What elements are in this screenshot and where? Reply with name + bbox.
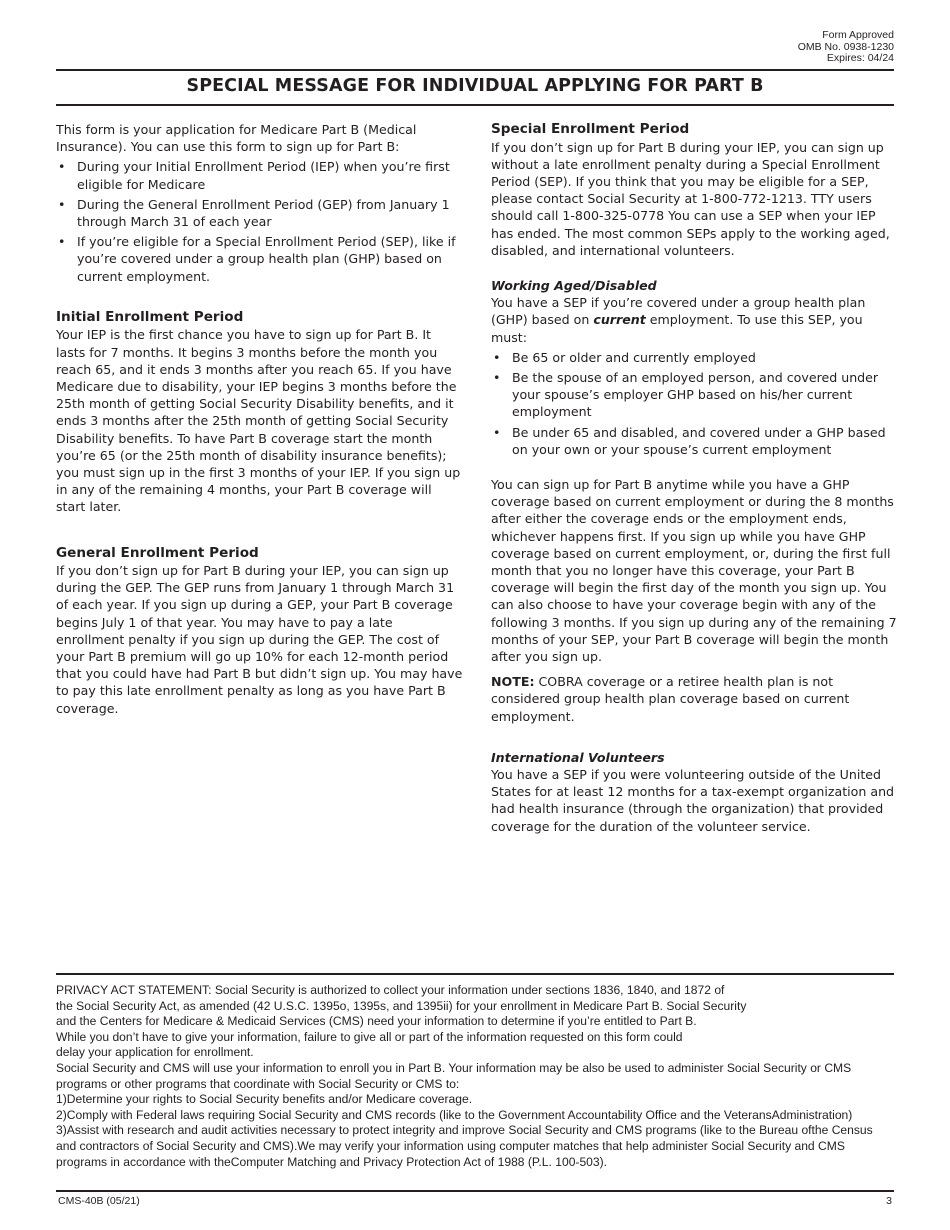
gep-heading: General Enrollment Period: [56, 544, 259, 561]
working-aged-heading: Working Aged/Disabled: [491, 277, 657, 293]
left-column: [56, 121, 464, 717]
list-item: [491, 349, 897, 366]
signup-paragraph: You can sign up for Part B anytime while you have a GHP coverage based on current employment or during the 8 months after either the coverage ends or the employment ends, whichever happens first. If you sign up while you have GHP coverage based on current employment, or, during the first full month that you no longer have this coverage, your Part B coverage will begin the first day of the month you sign up. You can also choose to have your coverage begin with any of the following 3 months. If you sign up during any of the remaining 7 months of your SEP, your Part B coverage will begin the month after you sign up.: [491, 476, 897, 664]
list-item-text: During the General Enrollment Period (GEP) from January 1 through March 31 of each year: [77, 196, 450, 230]
iep-paragraph: Your IEP is the first chance you have to sign up for Part B. It lasts for 7 months. It begins 3 months before the month you reach 65, and it ends 3 months after you reach 65. If you have Medicare due to disability, your IEP begins 3 months before the 25th month of getting Social Security Disability benefits, and it ends 3 months after the 25th month of getting Social Security Disability benefits. To have Part B coverage start the month you’re 65 (or the 25th month of disability insurance benefits); you must sign up in the first 3 months of your IEP. If you sign up in any of the remaining 4 months, your Part B coverage will start later.: [56, 327, 461, 515]
note-label: NOTE:: [491, 674, 535, 690]
bullet-icon: •: [58, 234, 66, 250]
list-item: [56, 196, 464, 230]
international-volunteers-paragraph: You have a SEP if you were volunteering outside of the United States for at least 12 months for a tax-exempt organization and had health insurance (through the organization) that provided coverage for the duration of the volunteer service.: [491, 767, 895, 834]
bullet-icon: •: [493, 424, 501, 440]
form-id: CMS-40B (05/21): [58, 1195, 140, 1207]
title-bottom-rule: [56, 104, 894, 106]
bullet-icon: •: [493, 349, 501, 365]
privacy-item-2: 2)Comply with Federal laws requiring Social Security and CMS records (like to the Government Accountability Office and the VeteransAdministration): [56, 1107, 853, 1122]
privacy-item-3: 3)Assist with research and audit activities necessary to protect integrity and improve Social Security and CMS programs (like to the Bureau ofthe Census and contractors of Social Security and CMS).We may verify your information using computer matches that help administer Social Security and CMS programs in accordance with theComputer Matching and Privacy Protection Act of 1988 (P.L. 100-503).: [56, 1123, 873, 1169]
intro-paragraph: This form is your application for Medicare Part B (Medical Insurance). You can use this form to sign up for Part B:: [56, 122, 417, 155]
title-top-rule: [56, 69, 894, 71]
omb-block: [798, 30, 894, 65]
privacy-line: the Social Security Act, as amended (42 U.S.C. 1395o, 1395s, and 1395ii) for your enrollment in Medicare Part B. Social Security: [56, 998, 747, 1013]
sep-paragraph: If you don’t sign up for Part B during your IEP, you can sign up without a late enrollment penalty during a Special Enrollment Period (SEP). If you think that you may be eligible for a SEP, please contact Social Security at 1-800-772-1213. TTY users should call 1-800-325-0778 You can use a SEP when your IEP has ended. The most common SEPs apply to the working aged, disabled, and international volunteers.: [491, 139, 890, 258]
list-item: [491, 424, 897, 458]
working-aged-paragraph: You have a SEP if you’re covered under a group health plan (GHP) based on current employment. To use this SEP, you must:: [491, 295, 866, 345]
omb-number: OMB No. 0938-1230: [797, 40, 894, 53]
sep-heading: Special Enrollment Period: [491, 121, 690, 137]
right-column: [491, 121, 897, 835]
iep-heading: Initial Enrollment Period: [56, 308, 244, 325]
bullet-icon: •: [58, 159, 66, 175]
international-volunteers-heading: International Volunteers: [491, 749, 665, 765]
bullet-icon: •: [58, 196, 66, 212]
gep-paragraph: If you don’t sign up for Part B during your IEP, you can sign up during the GEP. The GEP runs from January 1 through March 31 of each year. If you sign up during a GEP, your Part B coverage begins July 1 of that year. You may have to pay a late enrollment penalty if you sign up during the GEP. The cost of your Part B premium will go up 10% for each 12-month period that you could have had Part B but didn’t sign up. You may have to pay this late enrollment penalty as long as you have Part B coverage.: [56, 563, 463, 716]
privacy-line: PRIVACY ACT STATEMENT: Social Security is authorized to collect your information under sections 1836, 1840, and 1872 of: [56, 983, 725, 997]
list-item-text: During your Initial Enrollment Period (IEP) when you’re first eligible for Medicare: [77, 159, 450, 192]
list-item: [56, 233, 464, 285]
list-item-text: Be 65 or older and currently employed: [512, 349, 756, 365]
page-number: 3: [886, 1195, 892, 1207]
form-approved-label: Form Approved: [822, 29, 894, 41]
list-item-text: Be the spouse of an employed person, and covered under your spouse’s employer GHP based on his/her current employment: [512, 369, 879, 420]
list-item: [491, 369, 897, 421]
working-aged-bullet-list: [491, 349, 897, 458]
intro-bullet-list: [56, 158, 464, 284]
privacy-act-statement: [56, 983, 896, 1170]
note-paragraph: NOTE: COBRA coverage or a retiree health plan is not considered group health plan coverage based on current employment.: [491, 674, 850, 724]
list-item-text: Be under 65 and disabled, and covered under a GHP based on your own or your spouse’s current employment: [512, 424, 886, 457]
privacy-use-paragraph: Social Security and CMS will use your information to enroll you in Part B. Your information may be also be used to administer Social Security or CMS programs or other programs that coordinate with Social Security or CMS to:: [56, 1060, 852, 1091]
privacy-line: and the Centers for Medicare & Medicaid Services (CMS) need your information to determine if you’re entitled to Part B.: [56, 1014, 697, 1029]
footer-rule: [56, 1190, 894, 1192]
privacy-line: While you don’t have to give your information, failure to give all or part of the information requested on this form could: [56, 1029, 683, 1044]
bullet-icon: •: [493, 369, 501, 385]
privacy-line: delay your application for enrollment.: [56, 1045, 254, 1060]
list-item: [56, 158, 464, 192]
list-item-text: If you’re eligible for a Special Enrollment Period (SEP), like if you’re covered under a group health plan (GHP) based on current employment.: [77, 234, 456, 284]
expiration-date: Expires: 04/24: [826, 52, 894, 64]
privacy-item-1: 1)Determine your rights to Social Security benefits and/or Medicare coverage.: [56, 1092, 473, 1107]
emphasis-current: current: [593, 312, 646, 328]
page-title: SPECIAL MESSAGE FOR INDIVIDUAL APPLYING FOR PART B: [186, 76, 764, 96]
privacy-top-rule: [56, 973, 894, 975]
